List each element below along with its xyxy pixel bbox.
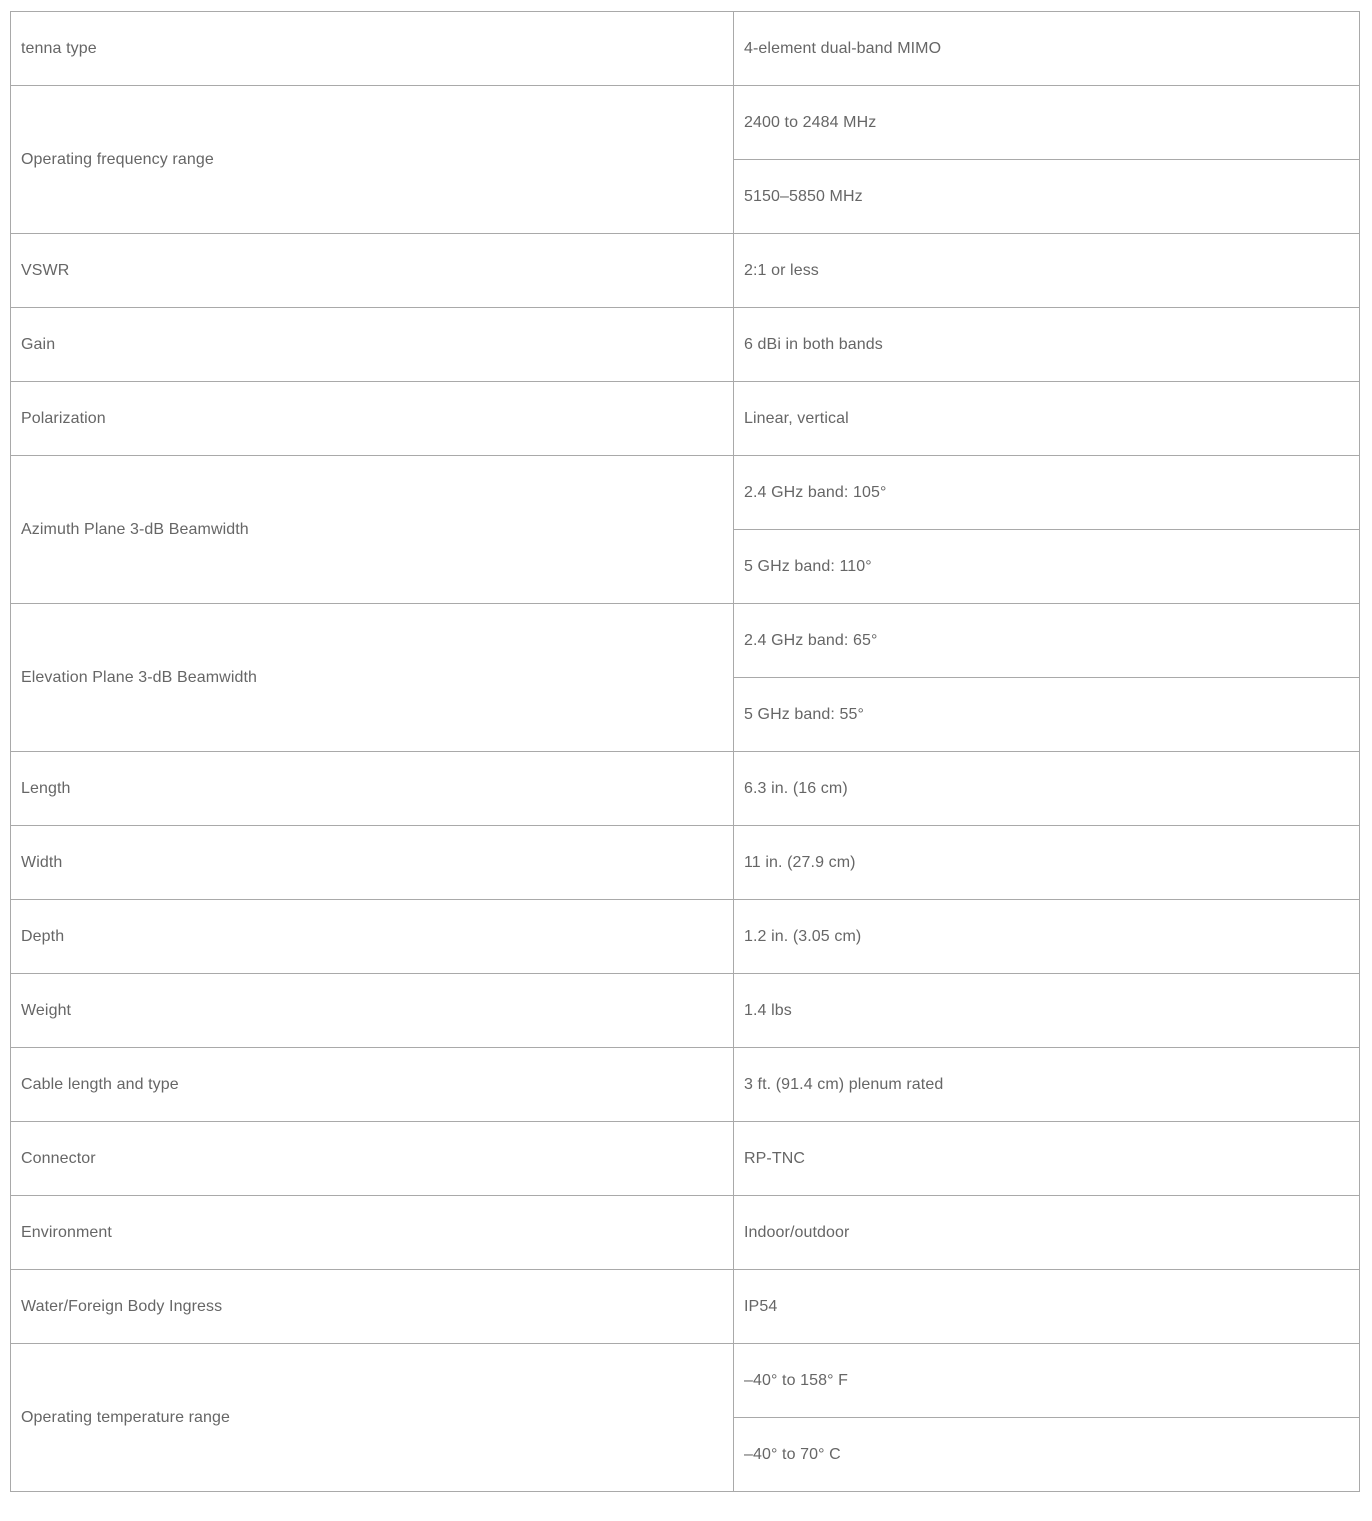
spec-label: Depth	[11, 900, 734, 974]
spec-value: 4-element dual-band MIMO	[734, 12, 1360, 86]
table-row	[11, 86, 1360, 160]
spec-value: 6.3 in. (16 cm)	[734, 752, 1360, 826]
spec-value: 2.4 GHz band: 65°	[734, 604, 1360, 678]
table-row	[11, 1270, 1360, 1344]
table-row	[11, 456, 1360, 530]
table-row	[11, 900, 1360, 974]
spec-label: Operating frequency range	[11, 86, 734, 234]
spec-table-body	[11, 12, 1360, 1492]
spec-label: Length	[11, 752, 734, 826]
table-row	[11, 1122, 1360, 1196]
spec-value: –40° to 158° F	[734, 1344, 1360, 1418]
spec-label: Weight	[11, 974, 734, 1048]
spec-value: RP-TNC	[734, 1122, 1360, 1196]
spec-label: Azimuth Plane 3-dB Beamwidth	[11, 456, 734, 604]
spec-value: 2.4 GHz band: 105°	[734, 456, 1360, 530]
spec-value: 2:1 or less	[734, 234, 1360, 308]
spec-label: tenna type	[11, 12, 734, 86]
spec-label: Elevation Plane 3-dB Beamwidth	[11, 604, 734, 752]
spec-value: 5 GHz band: 110°	[734, 530, 1360, 604]
spec-table	[10, 11, 1360, 1492]
table-row	[11, 234, 1360, 308]
spec-value: 5150–5850 MHz	[734, 160, 1360, 234]
spec-value: 1.4 lbs	[734, 974, 1360, 1048]
spec-label: Width	[11, 826, 734, 900]
spec-value: 11 in. (27.9 cm)	[734, 826, 1360, 900]
table-row	[11, 1048, 1360, 1122]
spec-label: Environment	[11, 1196, 734, 1270]
spec-label: Polarization	[11, 382, 734, 456]
spec-value: Linear, vertical	[734, 382, 1360, 456]
table-row	[11, 604, 1360, 678]
spec-label: Connector	[11, 1122, 734, 1196]
table-row	[11, 308, 1360, 382]
table-row	[11, 1344, 1360, 1418]
spec-value: –40° to 70° C	[734, 1418, 1360, 1492]
spec-value: 5 GHz band: 55°	[734, 678, 1360, 752]
table-row	[11, 1196, 1360, 1270]
spec-label: Gain	[11, 308, 734, 382]
table-row	[11, 974, 1360, 1048]
spec-value: Indoor/outdoor	[734, 1196, 1360, 1270]
spec-value: 6 dBi in both bands	[734, 308, 1360, 382]
table-row	[11, 826, 1360, 900]
table-row	[11, 382, 1360, 456]
spec-label: Cable length and type	[11, 1048, 734, 1122]
spec-value: 3 ft. (91.4 cm) plenum rated	[734, 1048, 1360, 1122]
spec-value: 1.2 in. (3.05 cm)	[734, 900, 1360, 974]
spec-value: IP54	[734, 1270, 1360, 1344]
table-row	[11, 12, 1360, 86]
table-row	[11, 752, 1360, 826]
spec-value: 2400 to 2484 MHz	[734, 86, 1360, 160]
spec-label: VSWR	[11, 234, 734, 308]
spec-label: Operating temperature range	[11, 1344, 734, 1492]
spec-label: Water/Foreign Body Ingress	[11, 1270, 734, 1344]
